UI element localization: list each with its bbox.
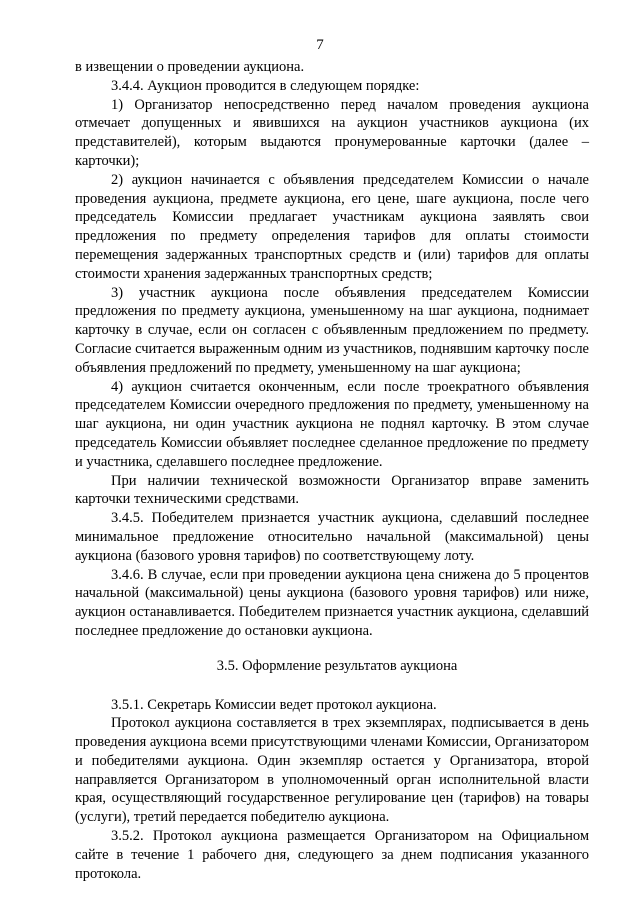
page-number: 7: [316, 37, 324, 53]
clause-3-5-1: 3.5.1. Секретарь Комиссии ведет протокол аукциона.: [111, 696, 437, 713]
clause-item-2: 2) аукцион начинается с объявления председателем Комиссии о начале проведения аукциона, предмете аукциона, его цене, шаге аукциона, после чего председатель Комиссии предлагает участникам аукциона заявлять свои предложения по предмету определения тарифов для оплаты стоимости перемещения задержанных транспортных средств и (или) тарифов для оплаты стоимости хранения задержанных транспортных средств;: [75, 171, 589, 282]
section-heading: 3.5. Оформление результатов аукциона: [216, 657, 458, 674]
clause-3-4-6: 3.4.6. В случае, если при проведении аукциона цена снижена до 5 процентов начальной (максимальной) цены аукциона (базового уровня тарифов) или ниже, аукцион останавливается. Победителем признается участник аукциона, сделавший последнее предложение до остановки аукциона.: [75, 566, 589, 639]
clause-item-3: 3) участник аукциона после объявления председателем Комиссии предложения по предмету аукциона, уменьшенному на шаг аукциона, поднимает карточку в случае, если он согласен с объявленным предложением по предмету. Согласие считается выраженным одним из участников, поднявшим карточку после объявления предложений по предмету, уменьшенному на шаг аукциона;: [75, 284, 589, 376]
clause-3-5-2: 3.5.2. Протокол аукциона размещается Организатором на Официальном сайте в течение 1 рабочего дня, следующего за днем подписания указанного протокола.: [75, 828, 589, 882]
clause-item-1: 1) Организатор непосредственно перед началом проведения аукциона отмечает допущенных и явившихся на аукцион участников аукциона (их представителей), которым выдаются пронумерованные карточки (далее – карточки);: [75, 96, 589, 169]
clause-item-4: 4) аукцион считается оконченным, если после троекратного объявления председателем Комиссии очередного предложения по предмету, уменьшенному на шаг аукциона, ни один участник аукциона не поднял карточку. В этом случае председатель Комиссии объявляет последнее сделанное предложение по предмету и участника, сделавшего последнее предложение.: [75, 378, 589, 470]
clause-3-4-5: 3.4.5. Победителем признается участник аукциона, сделавший последнее минимальное предложение относительно начальной (максимальной) цены аукциона (базового уровня тарифов) по соответствующему лоту.: [75, 510, 589, 564]
document-body: [75, 58, 589, 883]
paragraph-protocol: Протокол аукциона составляется в трех экземплярах, подписывается в день проведения аукциона всеми присутствующими членами Комиссии, Организатором и победителями аукциона. Один экземпляр остается у Организатора, второй направляется Организатором в уполномоченный орган исполнительной власти края, осуществляющий государственное регулирование цен (тарифов) на товары (услуги), третий передается победителю аукциона.: [75, 715, 589, 826]
clause-3-4-4: 3.4.4. Аукцион проводится в следующем порядке:: [111, 77, 420, 94]
paragraph-technical-means: При наличии технической возможности Организатор вправе заменить карточки техническими средствами.: [75, 472, 589, 508]
paragraph-continuation: в извещении о проведении аукциона.: [75, 59, 305, 75]
